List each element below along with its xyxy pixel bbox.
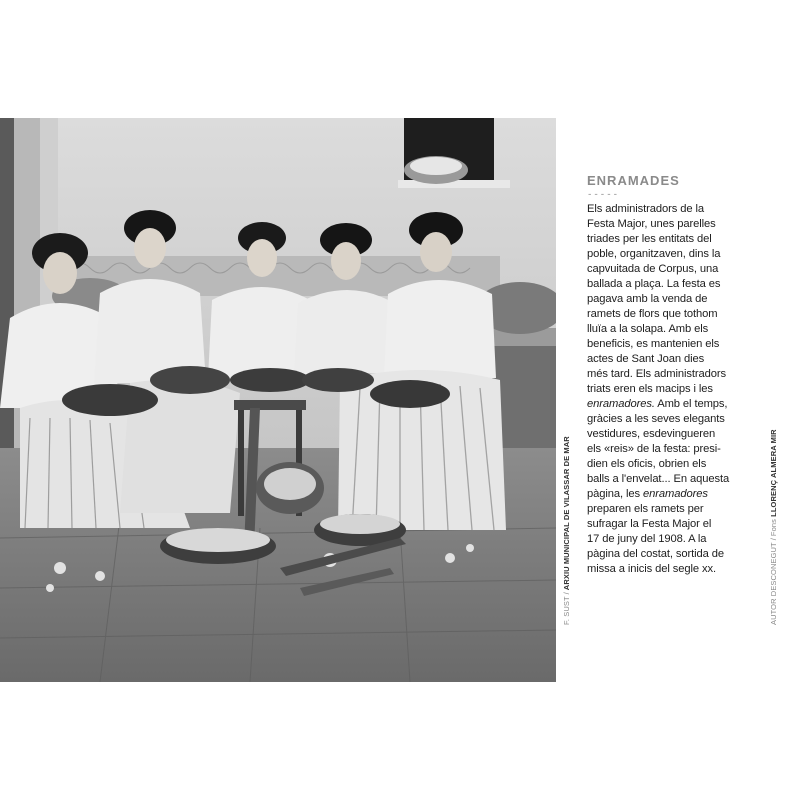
article-title: ENRAMADES [587,173,680,188]
article-body [587,202,733,577]
body-line: dien els oficis, obrien els [587,458,707,470]
body-text: pàgina, les [587,488,644,500]
credit-author-right: AUTOR DESCONEGUT [769,542,778,625]
body-text: Amb el temps, [654,398,728,410]
credit-source-left: ARXIU MUNICIPAL DE VILASSAR DE MAR [562,436,571,591]
body-line: actes de Sant Joan dies [587,353,705,365]
historical-photo [0,118,556,682]
credit-separator: / [562,592,571,595]
body-line: 17 de juny del 1908. A la [587,533,707,545]
body-line: els «reis» de la festa: presi- [587,443,721,455]
body-line: Festa Major, unes parelles [587,218,716,230]
body-line: triats eren els macips i les [587,383,713,395]
credit-fons-label: Fons [769,519,778,537]
body-line: ballada a plaça. La festa es [587,278,721,290]
body-line: vestidures, esdevingueren [587,428,716,440]
credit-author-left: F. SUST [562,596,571,625]
body-line: gràcies a les seves elegants [587,413,725,425]
article-sidebar [587,173,733,577]
body-line: més tard. Els administradors [587,368,726,380]
body-line [587,397,733,412]
body-line: Els administradors de la [587,203,704,215]
body-line: ramets de flors que tothom [587,308,718,320]
credit-separator: / [769,538,778,541]
body-line: capvuitada de Corpus, una [587,263,719,275]
body-italic: enramadores. [587,398,655,410]
body-line: lluïa a la solapa. Amb els [587,323,709,335]
body-line [587,487,733,502]
body-italic: enramadores [643,488,708,500]
body-line: pàgina del costat, sortida de [587,548,725,560]
body-line: missa a inicis del segle xx. [587,563,717,575]
body-line: sufragar la Festa Major el [587,518,712,530]
credit-fons-name: LLORENÇ ALMERA MIR [769,429,778,517]
body-line: preparen els ramets per [587,503,704,515]
body-line: triades per les entitats del [587,233,712,245]
photo-illustration [0,118,556,682]
body-line: poble, organitzaven, dins la [587,248,721,260]
body-line: pagava amb la venda de [587,293,708,305]
body-line: beneficis, es mantenien els [587,338,720,350]
title-rule: ----- [587,190,620,200]
body-line: balls a l'envelat... En aquesta [587,473,730,485]
